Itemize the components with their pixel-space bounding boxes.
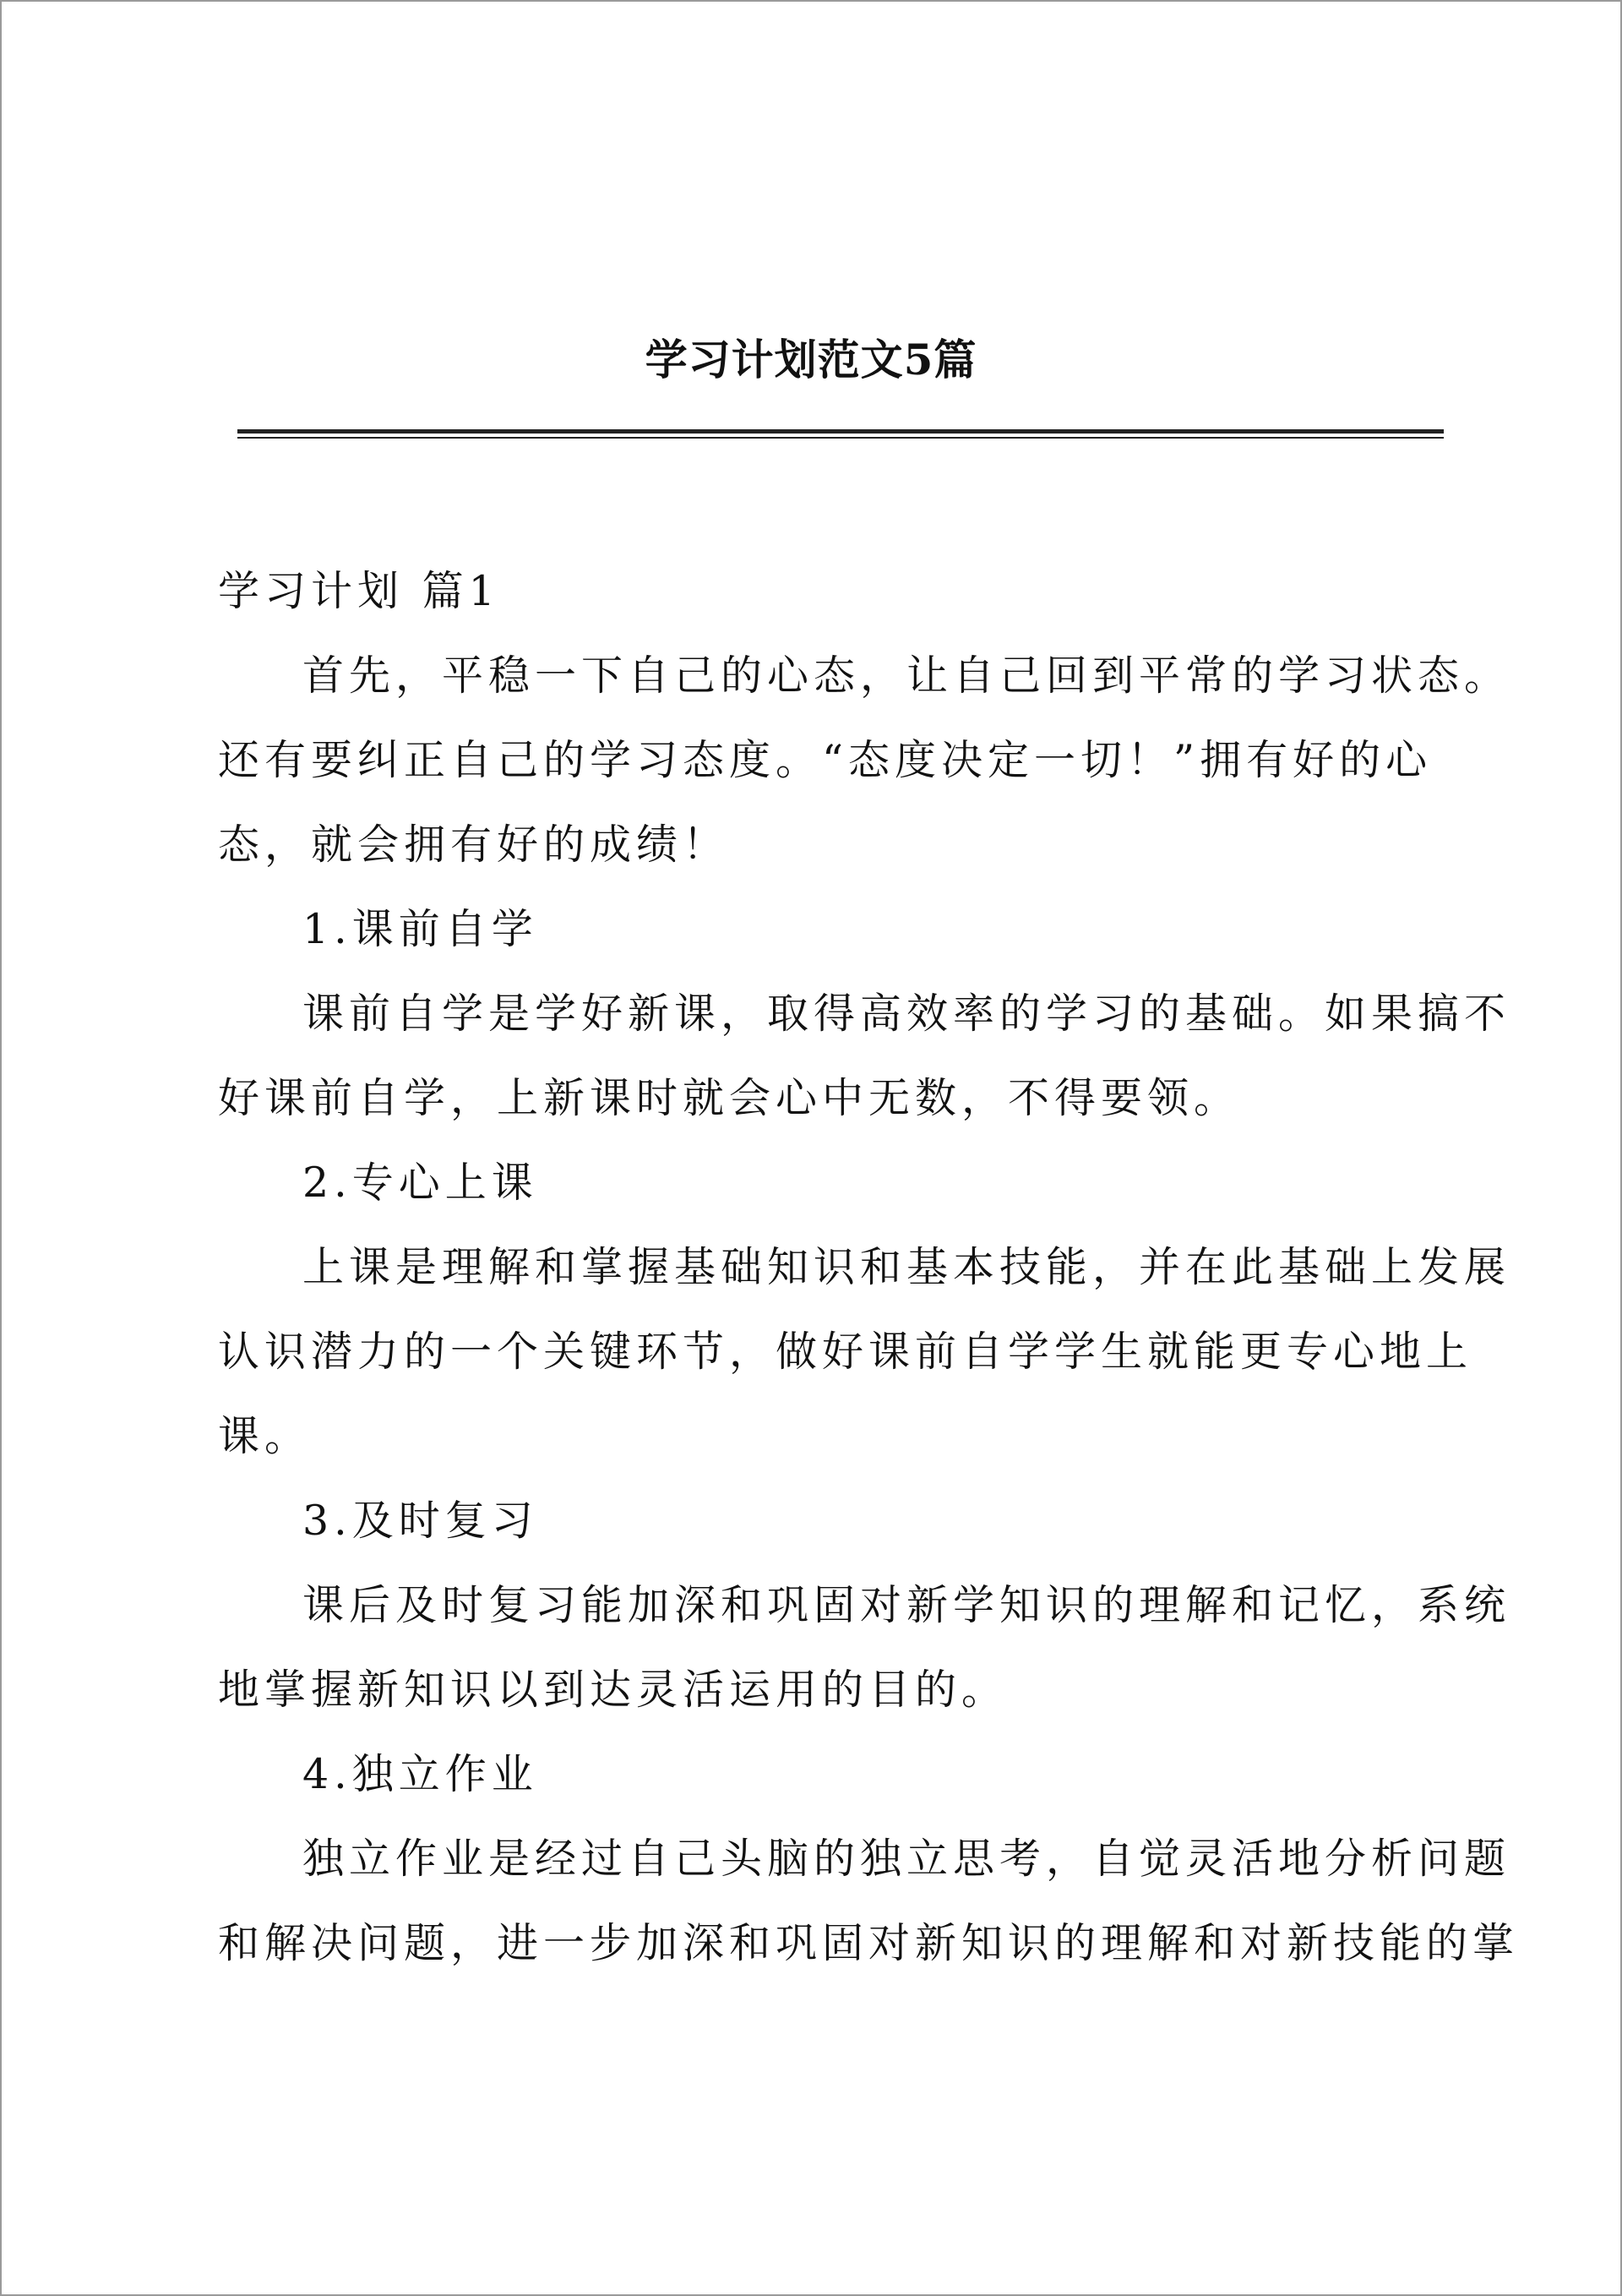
paragraph-line: 课前自学是学好新课，取得高效率的学习的基础。如果搞不 <box>302 990 1511 1038</box>
subheading-2: 2.专心上课 <box>302 1159 538 1207</box>
title-rule-thin <box>237 437 1444 439</box>
document-title: 学习计划范文5篇 <box>645 335 977 384</box>
paragraph-line: 上课是理解和掌握基础知识和基本技能，并在此基础上发展 <box>302 1243 1511 1291</box>
title-rule-thick <box>237 429 1444 434</box>
paragraph-line: 课。 <box>218 1412 312 1460</box>
subheading-3: 3.及时复习 <box>302 1497 538 1545</box>
paragraph-line: 认识潜力的一个关键环节，做好课前自学学生就能更专心地上 <box>218 1328 1473 1376</box>
paragraph-line: 态，就会拥有好的成绩！ <box>218 821 730 869</box>
paragraph-line: 地掌握新知识以到达灵活运用的目的。 <box>218 1666 1009 1714</box>
paragraph-line: 好课前自学，上新课时就会心中无数，不得要领。 <box>218 1074 1241 1122</box>
subheading-1: 1.课前自学 <box>302 905 538 953</box>
paragraph-line: 课后及时复习能加深和巩固对新学知识的理解和记忆，系统 <box>302 1581 1511 1629</box>
paragraph-line: 首先，平稳一下自己的心态，让自己回到平常的学习状态。 <box>302 652 1511 700</box>
section-heading: 学习计划 篇1 <box>218 567 500 615</box>
paragraph-line: 独立作业是经过自己头脑的独立思考，自觉灵活地分析问题 <box>302 1835 1511 1883</box>
paragraph-line: 和解决问题，进一步加深和巩固对新知识的理解和对新技能的掌 <box>218 1919 1520 1967</box>
subheading-4: 4.独立作业 <box>302 1750 538 1798</box>
paragraph-line: 还有要纠正自己的学习态度。“态度决定一切！”拥有好的心 <box>218 736 1433 784</box>
document-body <box>218 549 1520 1986</box>
